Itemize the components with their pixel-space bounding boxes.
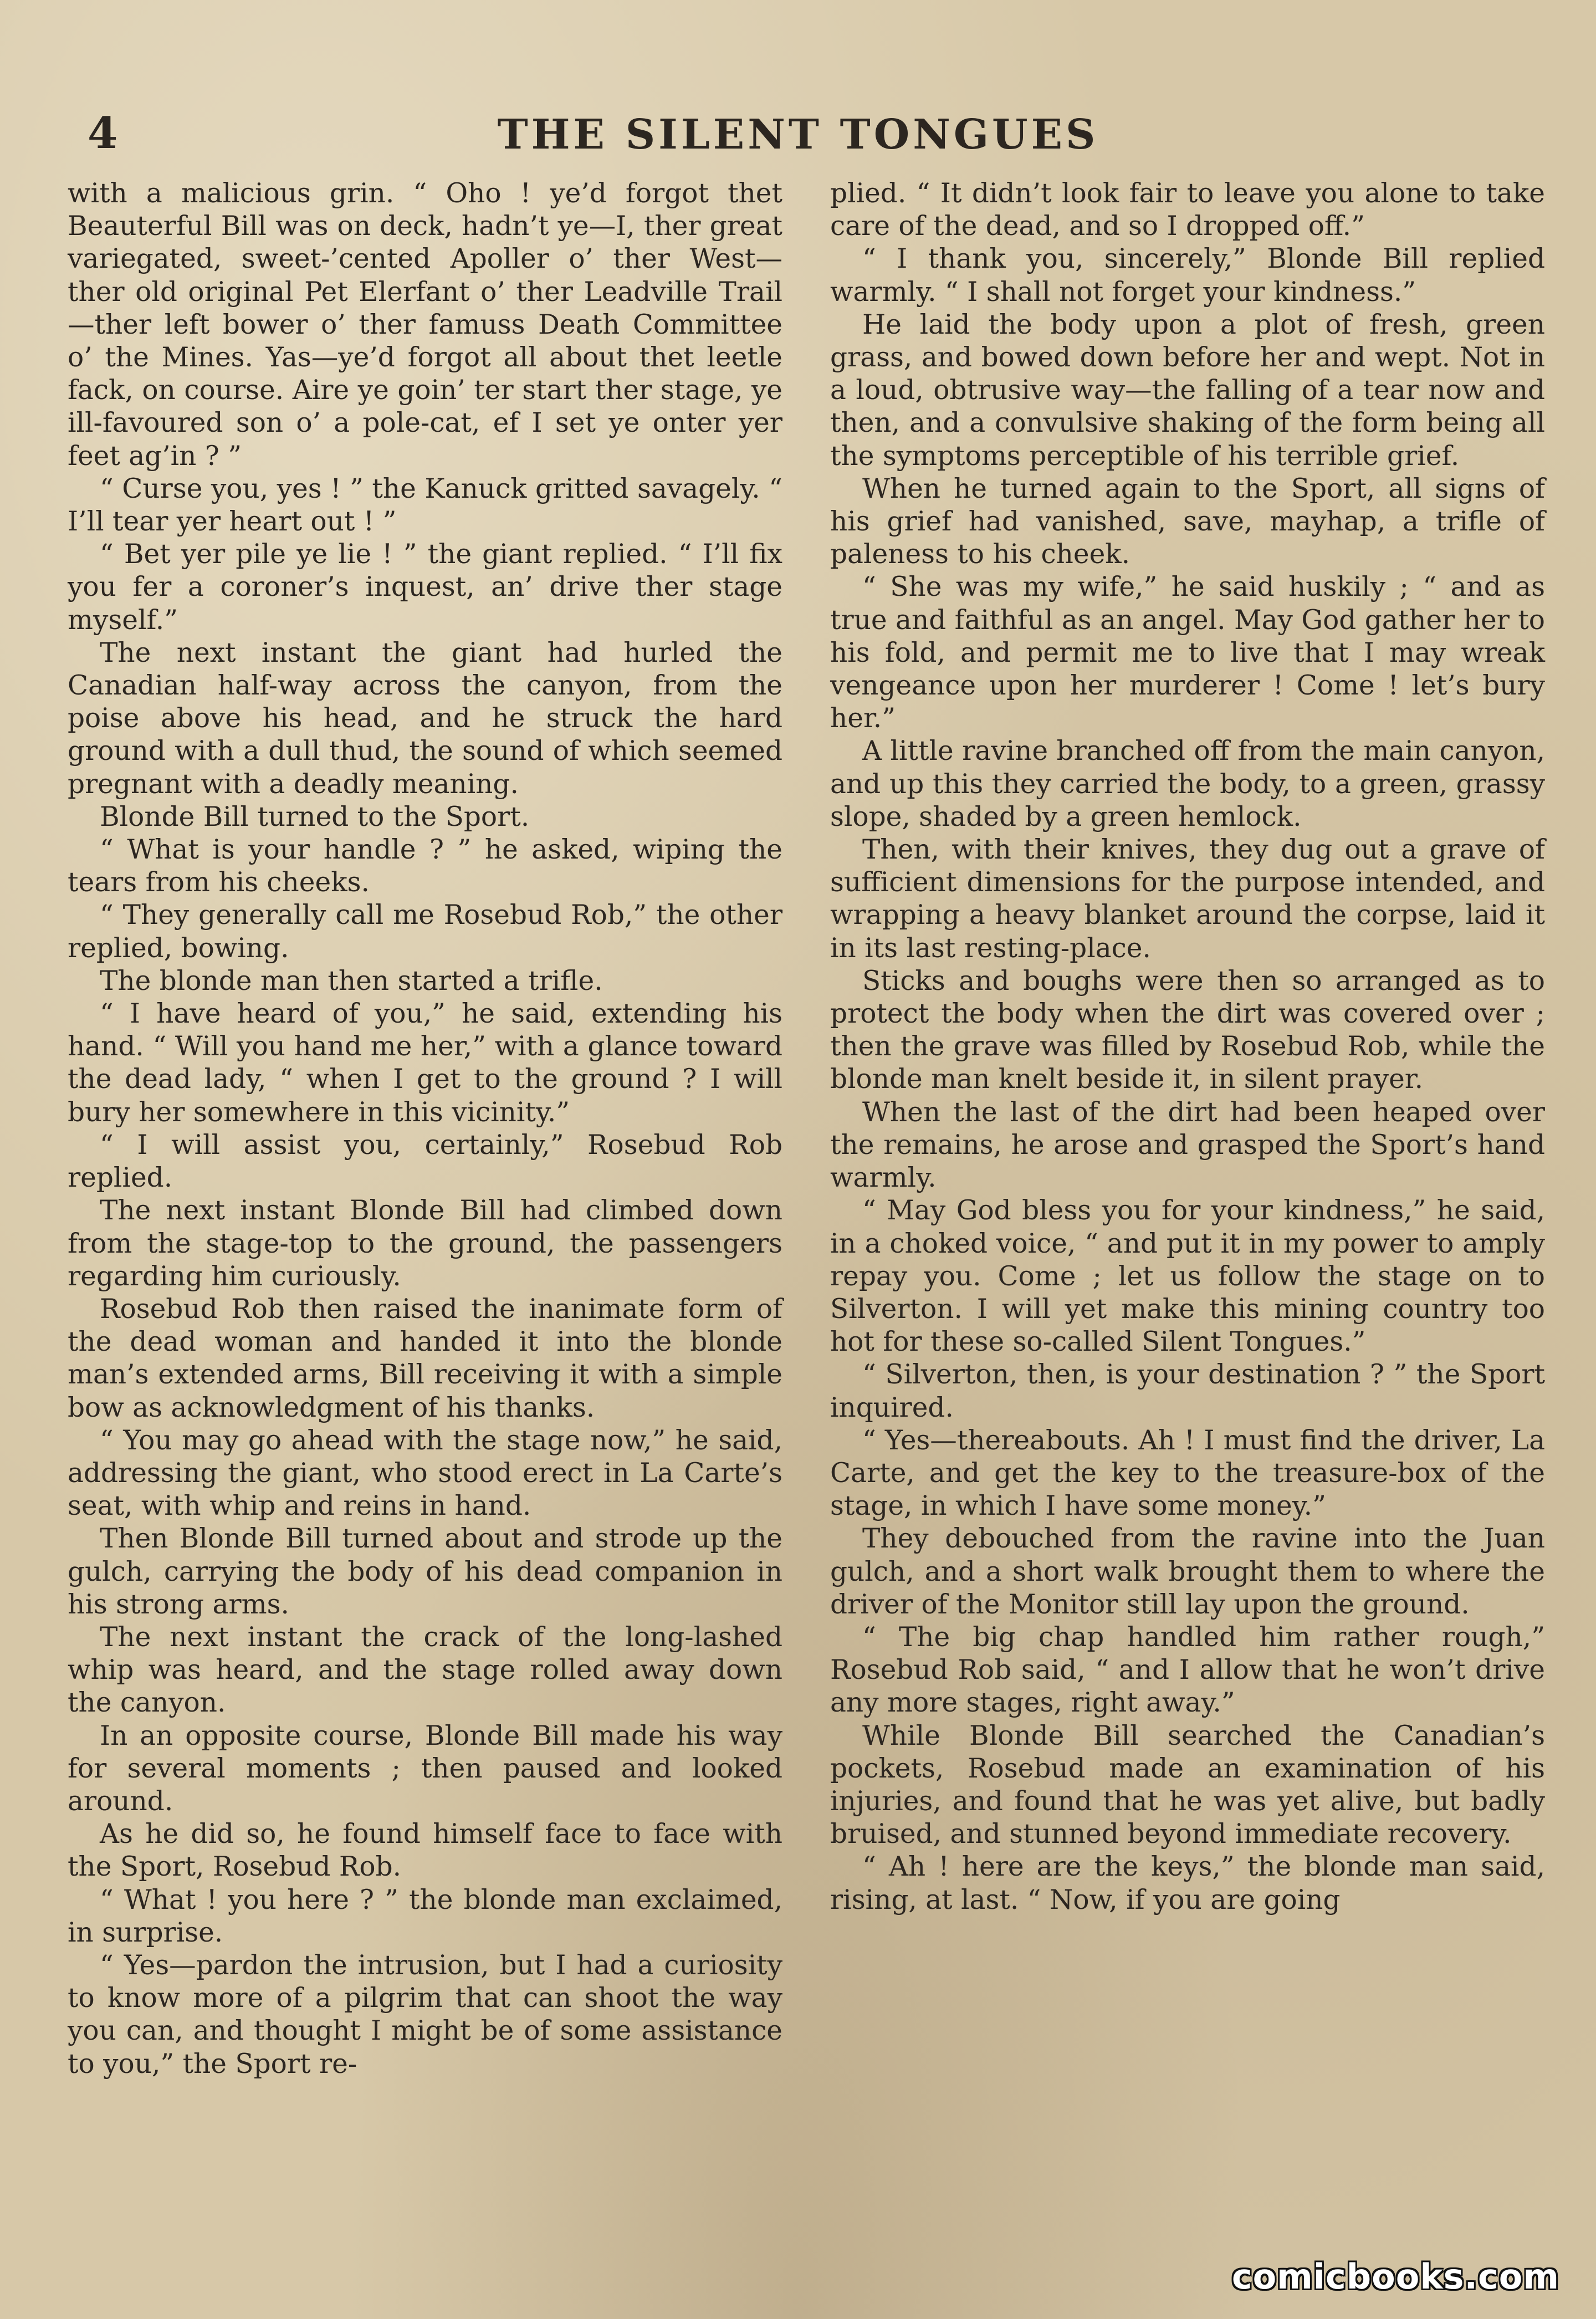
paragraph: The next instant the crack of the long-lashed whip was heard, and the stage rolled away down the canyon. bbox=[68, 1621, 782, 1719]
paragraph: They debouched from the ravine into the Juan gulch, and a short walk brought them to where the driver of the Monitor still lay upon the ground. bbox=[830, 1523, 1545, 1620]
paragraph: A little ravine branched off from the main canyon, and up this they carried the body, to a green, grassy slope, shaded by a green hemlock. bbox=[830, 735, 1545, 832]
paragraph: “ The big chap handled him rather rough,” Rosebud Rob said, “ and I allow that he won’t drive any more stages, right away.” bbox=[830, 1621, 1545, 1719]
right-column bbox=[830, 177, 1545, 1917]
paragraph: While Blonde Bill searched the Canadian’s pockets, Rosebud made an examination of his injuries, and found that he was yet alive, but badly bruised, and stunned beyond immediate recovery. bbox=[830, 1720, 1545, 1850]
paragraph: In an opposite course, Blonde Bill made his way for several moments ; then paused and looked around. bbox=[68, 1720, 782, 1817]
paragraph: Rosebud Rob then raised the inanimate form of the dead woman and handed it into the blonde man’s extended arms, Bill receiving it with a simple bow as acknowledgment of his thanks. bbox=[68, 1293, 782, 1423]
paragraph: “ They generally call me Rosebud Rob,” the other replied, bowing. bbox=[68, 900, 782, 964]
paragraph: “ Curse you, yes ! ” the Kanuck gritted savagely. “ I’ll tear yer heart out ! ” bbox=[68, 473, 782, 538]
paragraph: The next instant Blonde Bill had climbed down from the stage-top to the ground, the passengers regarding him curiously. bbox=[68, 1195, 782, 1292]
paragraph: The blonde man then started a trifle. bbox=[100, 965, 603, 997]
paragraph: “ What is your handle ? ” he asked, wiping the tears from his cheeks. bbox=[68, 834, 782, 898]
paragraph: Sticks and boughs were then so arranged as to protect the body when the dirt was covered over ; then the grave was filled by Rosebud Rob, while the blonde man knelt beside it, in silent prayer. bbox=[830, 965, 1545, 1095]
paragraph: Then, with their knives, they dug out a grave of sufficient dimensions for the purpose intended, and wrapping a heavy blanket around the corpse, laid it in its last resting-place. bbox=[830, 834, 1545, 964]
running-head-title: THE SILENT TONGUES bbox=[497, 111, 1099, 159]
page-number: 4 bbox=[88, 108, 118, 159]
paragraph: “ You may go ahead with the stage now,” he said, addressing the giant, who stood erect in La Carte’s seat, with whip and reins in hand. bbox=[68, 1424, 782, 1522]
left-column bbox=[68, 177, 782, 2081]
paragraph: “ She was my wife,” he said huskily ; “ and as true and faithful as an angel. May God gather her to his fold, and permit me to live that I may wreak vengeance upon her murderer ! Come ! let’s bury her.” bbox=[830, 571, 1545, 734]
paragraph: “ Yes—pardon the intrusion, but I had a curiosity to know more of a pilgrim that can shoot the way you can, and thought I might be of some assistance to you,” the Sport re- bbox=[68, 1949, 782, 2080]
paragraph: “ I thank you, sincerely,” Blonde Bill replied warmly. “ I shall not forget your kindness.” bbox=[830, 243, 1545, 308]
paragraph: “ I have heard of you,” he said, extending his hand. “ Will you hand me her,” with a glance toward the dead lady, “ when I get to the ground ? I will bury her somewhere in this vicinity.” bbox=[68, 998, 782, 1128]
paragraph: “ Silverton, then, is your destination ? ” the Sport inquired. bbox=[830, 1359, 1545, 1423]
paragraph: Blonde Bill turned to the Sport. bbox=[100, 801, 530, 832]
paragraph: “ May God bless you for your kindness,” he said, in a choked voice, “ and put it in my power to amply repay you. Come ; let us follow the stage on to Silverton. I will yet make this mining country too hot for these so-called Silent Tongues.” bbox=[830, 1195, 1545, 1358]
paragraph: Then Blonde Bill turned about and strode up the gulch, carrying the body of his dead companion in his strong arms. bbox=[68, 1523, 782, 1620]
paragraph: As he did so, he found himself face to face with the Sport, Rosebud Rob. bbox=[68, 1819, 782, 1883]
paragraph: with a malicious grin. “ Oho ! ye’d forgot thet Beauterful Bill was on deck, hadn’t ye—I, ther great variegated, sweet-’cented Apoller o’ ther West—ther old original Pet Elerfant o’ ther Leadville Trail—ther left bower o’ ther famuss Death Committee o’ the Mines. Yas—ye’d forgot all about thet leetle fack, on course. Aire ye goin’ ter start ther stage, ye ill-favoured son o’ a pole-cat, ef I set ye onter yer feet ag’in ? ” bbox=[68, 178, 782, 472]
paragraph: He laid the body upon a plot of fresh, green grass, and bowed down before her and wept. Not in a loud, obtrusive way—the falling of a tear now and then, and a convulsive shaking of the form being all the symptoms perceptible of his terrible grief. bbox=[830, 309, 1545, 472]
paragraph: plied. “ It didn’t look fair to leave you alone to take care of the dead, and so I dropped off.” bbox=[830, 178, 1545, 242]
paragraph: When he turned again to the Sport, all signs of his grief had vanished, save, mayhap, a trifle of paleness to his cheek. bbox=[830, 473, 1545, 570]
watermark-logo: comicbooks.com bbox=[1231, 2256, 1559, 2297]
paragraph: When the last of the dirt had been heaped over the remains, he arose and grasped the Sport’s hand warmly. bbox=[830, 1096, 1545, 1194]
paragraph: “ I will assist you, certainly,” Rosebud Rob replied. bbox=[68, 1129, 782, 1194]
paragraph: The next instant the giant had hurled the Canadian half-way across the canyon, from the poise above his head, and he struck the hard ground with a dull thud, the sound of which seemed pregnant with a deadly meaning. bbox=[68, 637, 782, 800]
paragraph: “ Bet yer pile ye lie ! ” the giant replied. “ I’ll fix you fer a coroner’s inquest, an’ drive ther stage myself.” bbox=[68, 539, 782, 636]
paragraph: “ What ! you here ? ” the blonde man exclaimed, in surprise. bbox=[68, 1884, 782, 1948]
paragraph: “ Yes—thereabouts. Ah ! I must find the driver, La Carte, and get the key to the treasure-box of the stage, in which I have some money.” bbox=[830, 1424, 1545, 1522]
paragraph: “ Ah ! here are the keys,” the blonde man said, rising, at last. “ Now, if you are going bbox=[830, 1851, 1545, 1916]
